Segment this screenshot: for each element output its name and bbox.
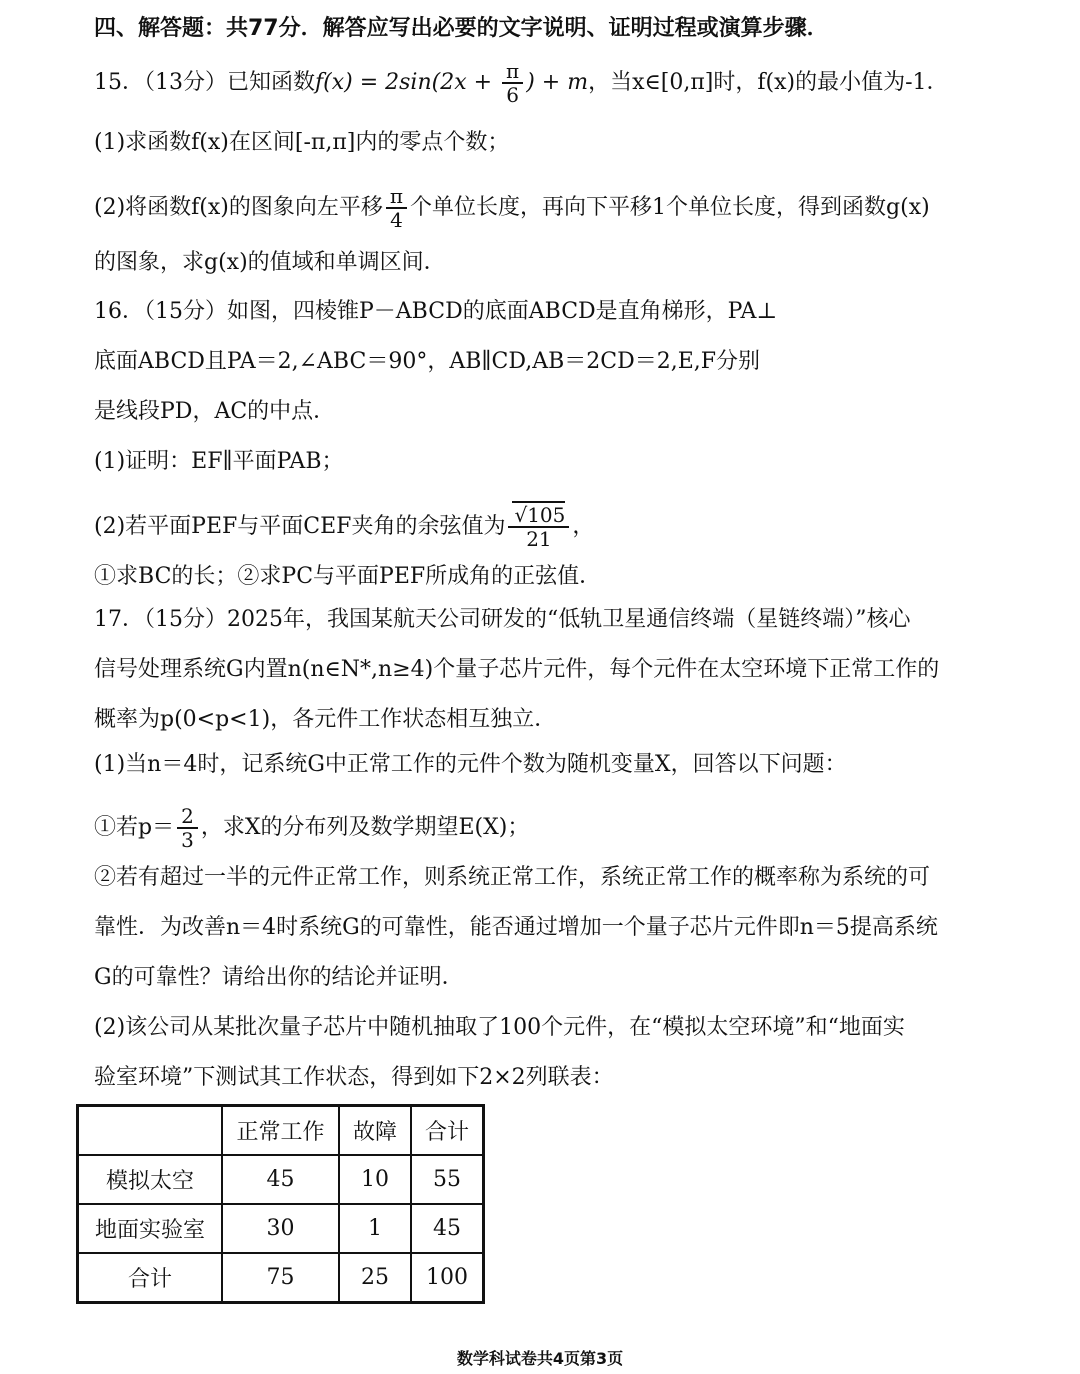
q15-pi-over-4: [386, 185, 407, 231]
q16-line2: 底面ABCD且PA＝2,∠ABC＝90°，AB∥CD,AB＝2CD＝2,E,F分别: [94, 349, 761, 374]
q15-pi-over-6: [502, 60, 523, 106]
table-row: [78, 1204, 484, 1253]
q16-line1: 16．（15分）如图，四棱锥P－ABCD的底面ABCD是直角梯形，PA⊥: [94, 299, 778, 324]
q17-s1-den: 3: [181, 828, 194, 852]
q15-part2-line2: 的图象，求g(x)的值域和单调区间．: [94, 250, 446, 275]
q16-sqrt-105: √105: [514, 503, 566, 527]
table-cell: 45: [411, 1204, 484, 1253]
q15-part1: (1)求函数f(x)在区间[-π,π]内的零点个数；: [94, 130, 510, 155]
q17-part1: (1)当n＝4时，记系统G中正常工作的元件个数为随机变量X，回答以下问题：: [94, 752, 847, 777]
q15-p2b: 个单位长度，再向下平移1个单位长度，得到函数g(x): [410, 195, 930, 220]
q15-func-rhs: ) + m: [526, 70, 589, 95]
q16-part2-line1: [94, 504, 594, 550]
q16-cos-num: [508, 504, 569, 528]
q15-part2-line1: [94, 185, 930, 231]
table-header-cell: 正常工作: [222, 1106, 339, 1156]
table-row: [78, 1253, 484, 1303]
contingency-table: [76, 1104, 485, 1304]
table-cell: 1: [339, 1204, 411, 1253]
table-header-cell: [78, 1106, 223, 1156]
q15-stem: [94, 60, 949, 106]
q16-part2-line2: ①求BC的长；②求PC与平面PEF所成角的正弦值．: [94, 564, 602, 589]
q17-line1: 17．（15分）2025年，我国某航天公司研发的“低轨卫星通信终端（星链终端）”核心: [94, 607, 911, 632]
q17-s1b: ，求X的分布列及数学期望E(X)；: [200, 815, 530, 840]
q15-func-lhs: f(x) = 2sin(2x +: [315, 70, 500, 95]
table-cell: 100: [411, 1253, 484, 1303]
table-cell: 地面实验室: [78, 1204, 223, 1253]
table-cell: 合计: [78, 1253, 223, 1303]
q17-line2: 信号处理系统G内置n(n∈N*,n≥4)个量子芯片元件，每个元件在太空环境下正常工作的: [94, 657, 940, 682]
table-cell: 55: [411, 1155, 484, 1204]
q17-sub1: [94, 805, 529, 851]
table-cell: 25: [339, 1253, 411, 1303]
q15-p2-num: π: [386, 185, 407, 209]
table-cell: 30: [222, 1204, 339, 1253]
table-cell: 10: [339, 1155, 411, 1204]
q16-cos-den: 21: [526, 527, 552, 551]
q17-part2-line1: (2)该公司从某批次量子芯片中随机抽取了100个元件，在“模拟太空环境”和“地面实: [94, 1015, 905, 1040]
q15-p2-den: 4: [390, 208, 403, 232]
table-cell: 模拟太空: [78, 1155, 223, 1204]
table-row: [78, 1155, 484, 1204]
q17-sub2-line3: G的可靠性？请给出你的结论并证明．: [94, 965, 464, 990]
q15-head: 15．（13分）已知函数: [94, 70, 315, 95]
page-footer: 数学科试卷共4页第3页: [456, 1349, 624, 1368]
q17-two-thirds: [177, 805, 198, 851]
q17-part2-line2: 验室环境”下测试其工作状态，得到如下2×2列联表：: [94, 1065, 614, 1090]
q16-line3: 是线段PD，AC的中点．: [94, 399, 336, 424]
q17-sub2-line1: ②若有超过一半的元件正常工作，则系统正常工作，系统正常工作的概率称为系统的可: [94, 865, 931, 890]
q17-s1-num: 2: [177, 805, 198, 829]
q15-frac-den: 6: [506, 83, 519, 107]
q16-p2a: (2)若平面PEF与平面CEF夹角的余弦值为: [94, 514, 506, 539]
q16-cos-fraction: [508, 504, 569, 550]
q17-line3: 概率为p(0<p<1)，各元件工作状态相互独立．: [94, 707, 557, 732]
q15-p2a: (2)将函数f(x)的图象向左平移: [94, 195, 383, 220]
table-header-cell: 合计: [411, 1106, 484, 1156]
q16-part1: (1)证明：EF∥平面PAB；: [94, 449, 344, 474]
table-header-row: [78, 1106, 484, 1156]
q17-sub2-line2: 靠性．为改善n＝4时系统G的可靠性，能否通过增加一个量子芯片元件即n＝5提高系统: [94, 915, 938, 940]
q17-s1a: ①若p＝: [94, 815, 175, 840]
table-cell: 75: [222, 1253, 339, 1303]
table-header-cell: 故障: [339, 1106, 411, 1156]
table-cell: 45: [222, 1155, 339, 1204]
section-title: 四、解答题：共77分．解答应写出必要的文字说明、证明过程或演算步骤．: [94, 16, 829, 41]
q16-p2b: ，: [572, 514, 595, 539]
q15-frac-num: π: [502, 60, 523, 84]
q15-condition: ，当x∈[0,π]时，f(x)的最小值为-1．: [588, 70, 949, 95]
